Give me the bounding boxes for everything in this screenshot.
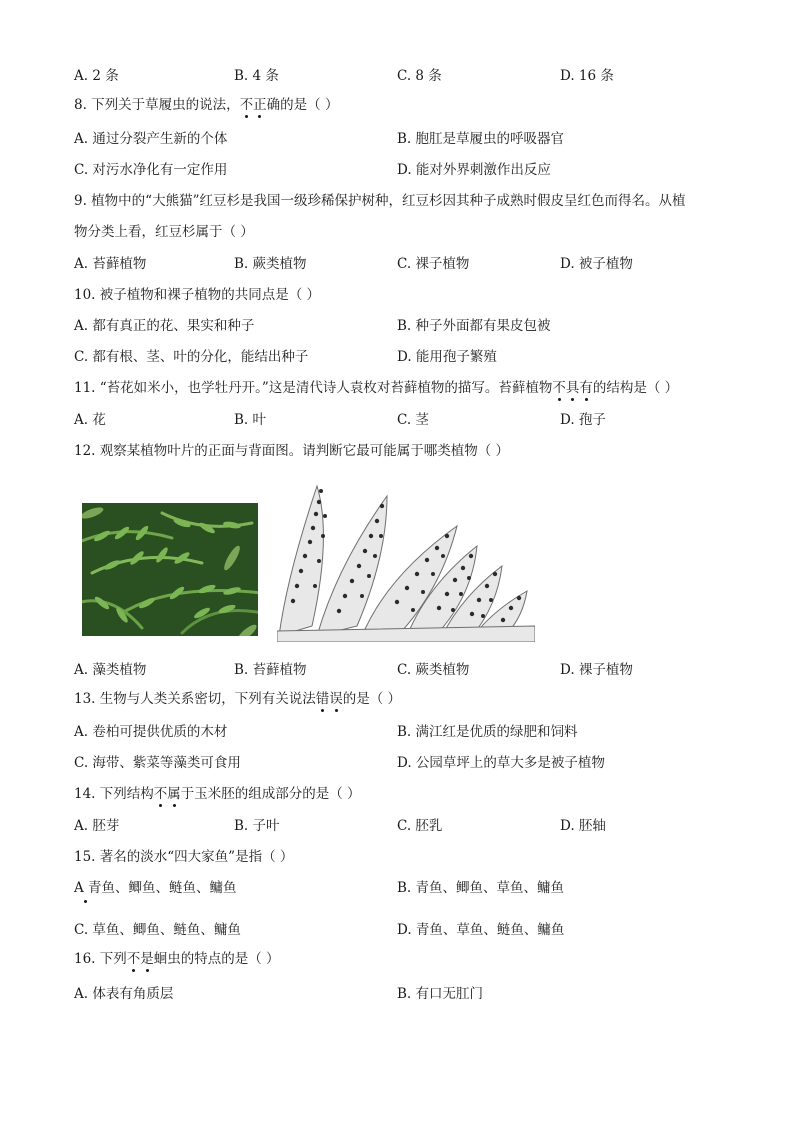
q16-stem: 16. 下列不是蛔虫的特点的是（ ） bbox=[74, 951, 280, 967]
q10-option-a: A. 都有真正的花、果实和种子 bbox=[74, 318, 255, 334]
q11-option-d: D. 孢子 bbox=[560, 412, 606, 428]
q9-stem-line1: 9. 植物中的“大熊猫”红豆杉是我国一级珍稀保护树种，红豆杉因其种子成熟时假皮呈红色而得名。从植 bbox=[74, 193, 686, 209]
q7-option-d: D. 16 条 bbox=[560, 68, 614, 84]
q11-option-b: B. 叶 bbox=[234, 412, 267, 428]
q7-option-a: A. 2 条 bbox=[74, 68, 119, 84]
q14-option-d: D. 胚轴 bbox=[560, 818, 606, 834]
q15-option-d: D. 青鱼、草鱼、鲢鱼、鳙鱼 bbox=[397, 922, 565, 938]
q14-option-b: B. 子叶 bbox=[234, 818, 280, 834]
q13-stem: 13. 生物与人类关系密切，下列有关说法错误的是（ ） bbox=[74, 691, 402, 707]
q8-option-c: C. 对污水净化有一定作用 bbox=[74, 162, 228, 178]
q10-option-c: C. 都有根、茎、叶的分化，能结出种子 bbox=[74, 349, 309, 365]
q15-option-a-dot-mark bbox=[84, 900, 87, 903]
q8-stem: 8. 下列关于草履虫的说法，不正确的是（ ） bbox=[74, 97, 339, 113]
q8-option-a: A. 通过分裂产生新的个体 bbox=[74, 131, 228, 147]
q10-option-b: B. 种子外面都有果皮包被 bbox=[397, 318, 551, 334]
q12-option-d: D. 裸子植物 bbox=[560, 662, 633, 678]
fern-leaf-front-photo bbox=[82, 503, 258, 636]
q9-option-a: A. 苔藓植物 bbox=[74, 256, 147, 272]
q13-option-d: D. 公园草坪上的草大多是被子植物 bbox=[397, 755, 605, 771]
q13-option-a: A. 卷柏可提供优质的木材 bbox=[74, 724, 228, 740]
q14-option-a: A. 胚芽 bbox=[74, 818, 120, 834]
q9-stem-line2: 物分类上看，红豆杉属于（ ） bbox=[74, 224, 254, 240]
q9-option-d: D. 被子植物 bbox=[560, 256, 633, 272]
q15-stem: 15. 著名的淡水“四大家鱼”是指（ ） bbox=[74, 849, 294, 865]
q8-option-b: B. 胞肛是草履虫的呼吸器官 bbox=[397, 131, 565, 147]
q10-option-d: D. 能用孢子繁殖 bbox=[397, 349, 497, 365]
q9-option-b: B. 蕨类植物 bbox=[234, 256, 307, 272]
q12-option-c: C. 蕨类植物 bbox=[397, 662, 470, 678]
q7-option-b: B. 4 条 bbox=[234, 68, 279, 84]
q7-option-c: C. 8 条 bbox=[397, 68, 442, 84]
q11-option-a: A. 花 bbox=[74, 412, 106, 428]
q15-option-c: C. 草鱼、鲫鱼、鲢鱼、鳙鱼 bbox=[74, 922, 241, 938]
q12-option-b: B. 苔藓植物 bbox=[234, 662, 307, 678]
q11-option-c: C. 茎 bbox=[397, 412, 429, 428]
q14-option-c: C. 胚乳 bbox=[397, 818, 443, 834]
q10-stem: 10. 被子植物和裸子植物的共同点是（ ） bbox=[74, 287, 321, 303]
q14-stem: 14. 下列结构不属于玉米胚的组成部分的是（ ） bbox=[74, 786, 361, 802]
q12-stem: 12. 观察某植物叶片的正面与背面图。请判断它最可能属于哪类植物（ ） bbox=[74, 443, 510, 459]
q15-option-b: B. 青鱼、鲫鱼、草鱼、鳙鱼 bbox=[397, 880, 565, 896]
q13-option-c: C. 海带、紫菜等藻类可食用 bbox=[74, 755, 241, 771]
fern-leaf-back-drawing bbox=[277, 476, 535, 642]
q16-option-a: A. 体表有角质层 bbox=[74, 986, 174, 1002]
q16-option-b: B. 有口无肛门 bbox=[397, 986, 484, 1002]
q12-option-a: A. 藻类植物 bbox=[74, 662, 147, 678]
q9-option-c: C. 裸子植物 bbox=[397, 256, 470, 272]
q15-option-a: A 青鱼、鲫鱼、鲢鱼、鳙鱼 bbox=[74, 880, 237, 896]
q11-stem: 11. “苔花如米小，也学牡丹开。”这是清代诗人袁枚对苔藓植物的描写。苔藓植物不具有的结构是（ ） bbox=[74, 380, 679, 396]
q13-option-b: B. 满江红是优质的绿肥和饲料 bbox=[397, 724, 578, 740]
q8-option-d: D. 能对外界刺激作出反应 bbox=[397, 162, 551, 178]
